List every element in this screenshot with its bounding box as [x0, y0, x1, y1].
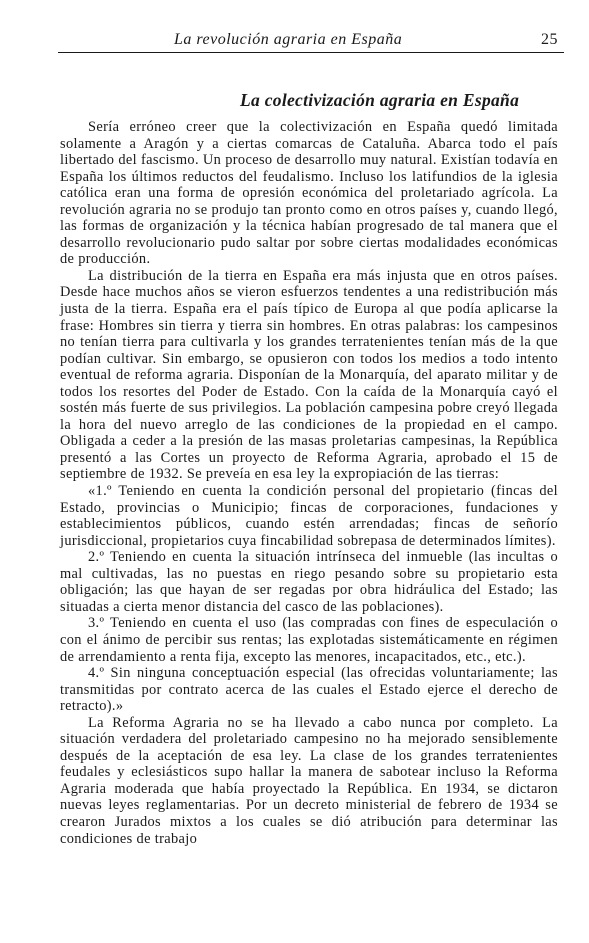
- running-header: [58, 30, 564, 53]
- page-number: 25: [541, 31, 558, 48]
- body-text: [60, 119, 558, 847]
- paragraph: La Reforma Agraria no se ha llevado a cabo nunca por completo. La situación verdadera del proletariado campesino no ha mejorado sensiblemente después de la aceptación de esa ley. La clase de los grandes terratenientes feudales y eclesiásticos supo hallar la manera de sabotear incluso la Reforma Agraria moderada que había proyectado la República. En 1934, se dictaron nuevas leyes reglamentarias. Por un decreto ministerial de febrero de 1934 se crearon Jurados mixtos a los cuales se dió atribución para determinar las condiciones de trabajo: [60, 714, 558, 847]
- quoted-law-item: 2.º Teniendo en cuenta la situación intrínseca del inmueble (las incultas o mal cultivadas, las no puestas en riego pesando sobre su propietario esta obligación; las que hayan de ser regadas por obra hidráulica del Estado; las situadas a cierta menor distancia del casco de las poblaciones).: [60, 549, 558, 615]
- quoted-law-item: «1.º Teniendo en cuenta la condición personal del propietario (fincas del Estado, provincias o Municipio; fincas de corporaciones, fundaciones y establecimientos públicos, cuando estén arrendadas; fincas de señorío jurisdiccional, propietarios cuya fincabilidad sobrepasa de determinados límites).: [60, 483, 558, 549]
- quoted-law-item: 4.º Sin ninguna conceptuación especial (las ofrecidas voluntariamente; las transmitidas por contrato acerca de las cuales el Estado ejerce el derecho de retracto).»: [60, 665, 558, 715]
- paragraph: Sería erróneo creer que la colectivización en España quedó limitada solamente a Aragón y a ciertas comarcas de Cataluña. Abarca todo el país libertado del fascismo. Un proceso de desarrollo muy natural. Existían todavía en España los últimos reductos del feudalismo. Incluso los latifundios de la iglesia católica eran una forma de opresión económica del proletariado agrícola. La revolución agraria no se produjo tan pronto como en otros países y, cuando llegó, las formas de organización y la técnica habían progresado de tal manera que el desarrollo revolucionario pudo saltar por sobre ciertas modalidades económicas de producción.: [60, 119, 558, 268]
- quoted-law-item: 3.º Teniendo en cuenta el uso (las compradas con fines de especulación o con el ánimo de percibir sus rentas; las explotadas sistemáticamente en régimen de arrendamiento a renta fija, excepto las menores, incapacitados, etc., etc.).: [60, 615, 558, 665]
- section-title: La colectivización agraria en España: [240, 90, 520, 110]
- paragraph: La distribución de la tierra en España era más injusta que en otros países. Desde hace muchos años se vieron esfuerzos tendentes a una redistribución más justa de la tierra. España era el país típico de Europa al que podía aplicarse la frase: Hombres sin tierra y tierra sin hombres. En otras palabras: los campesinos no tenían tierra para cultivarla y los grandes terratenientes tenían más de la que podían cultivar. Sin embargo, se opusieron con todos los medios a todo intento eventual de reforma agraria. Disponían de la Monarquía, del aparato militar y de todos los resortes del Poder de Estado. Con la caída de la Monarquía cayó el sostén más fuerte de sus privilegios. La población campesina pobre creyó llegada la hora del nuevo arreglo de las condiciones de la propiedad en el campo. Obligada a ceder a la presión de las masas proletarias campesinas, la República presentó a las Cortes un proyecto de Reforma Agraria, aprobado el 15 de septiembre de 1932. Se preveía en esa ley la expropiación de las tierras:: [60, 267, 558, 483]
- running-title: La revolución agraria en España: [174, 31, 403, 48]
